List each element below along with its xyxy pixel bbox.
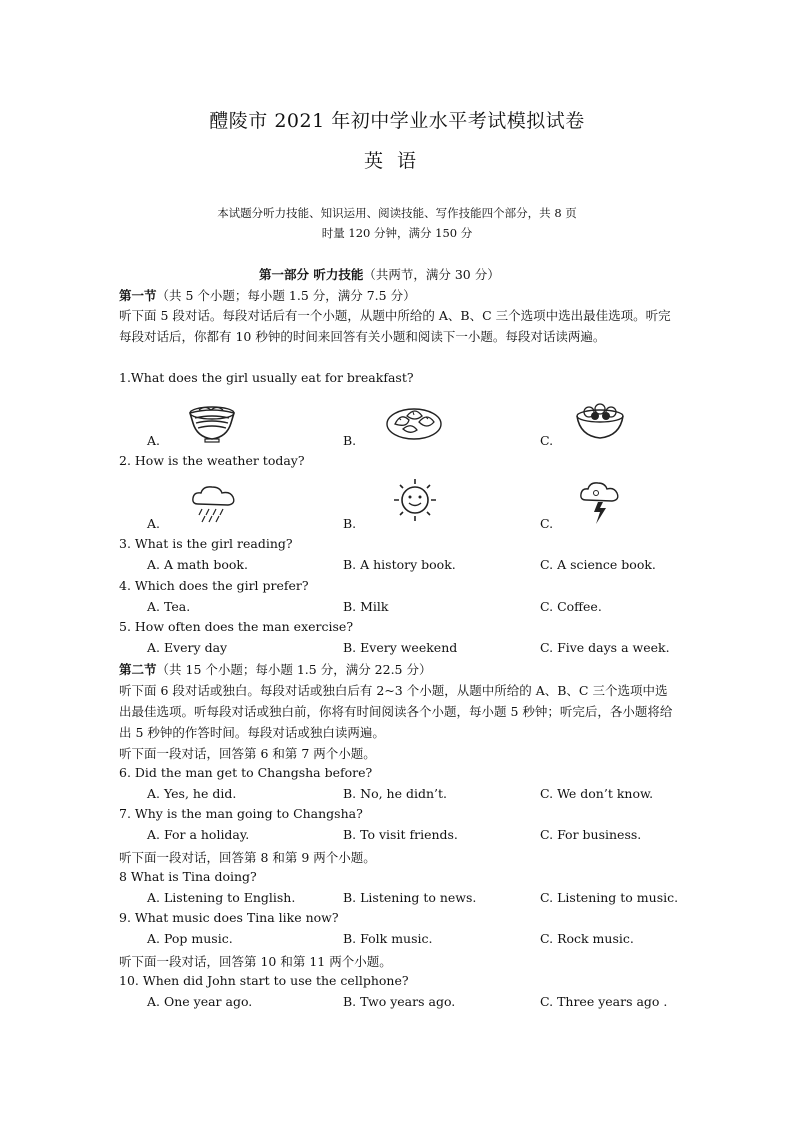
question-stem: 9. What music does Tina like now?: [119, 910, 339, 925]
option-a: A. Listening to English.: [147, 890, 296, 905]
question-stem: 6. Did the man get to Changsha before?: [119, 765, 373, 780]
option-a: A.: [147, 516, 161, 531]
exam-note-line1: 本试题分听力技能、知识运用、阅读技能、写作技能四个部分，共 8 页: [217, 206, 577, 220]
sun-icon: [391, 476, 439, 524]
section1-instructions: 听下面 5 段对话。每段对话后有一个小题，从题中所给的 A、B、C 三个选项中选出最佳选项。听完每段对话后，你都有 10 秒钟的时间来回答有关小题和阅读下一小题。每段对话读两遍。: [119, 308, 671, 344]
option-a: A. Yes, he did.: [147, 786, 237, 801]
thunderstorm-icon: [578, 480, 622, 526]
subject-title: 英语: [363, 150, 430, 172]
option-c: C. Three years ago .: [540, 994, 668, 1009]
question-stem: 10. When did John start to use the cellphone?: [119, 973, 409, 988]
option-a: A. One year ago.: [147, 994, 253, 1009]
dialogue-lead: 听下面一段对话，回答第 6 和第 7 两个小题。: [119, 746, 376, 761]
exam-note-line2: 时量 120 分钟，满分 150 分: [321, 226, 473, 240]
noodles-bowl-icon: [187, 399, 237, 443]
dialogue-lead: 听下面一段对话，回答第 8 和第 9 两个小题。: [119, 850, 376, 865]
section2-heading: [119, 660, 431, 678]
option-a: A. For a holiday.: [147, 827, 250, 842]
question-stem: 4. Which does the girl prefer?: [119, 578, 309, 593]
question-stem: 1.What does the girl usually eat for breakfast?: [119, 370, 414, 385]
option-c: C.: [540, 516, 554, 531]
option-b: B. Listening to news.: [343, 890, 477, 905]
option-c: C. Rock music.: [540, 931, 634, 946]
option-c: C. Coffee.: [540, 599, 602, 614]
option-b: B. No, he didn’t.: [343, 786, 447, 801]
option-c: C. A science book.: [540, 557, 656, 572]
section1-heading-rest: （共 5 个小题；每小题 1.5 分，满分 7.5 分）: [156, 288, 416, 303]
option-b: B. Every weekend: [343, 640, 458, 655]
section1-heading-bold: 第一节: [119, 288, 157, 303]
part1-heading: [259, 265, 500, 283]
option-b: B. Folk music.: [343, 931, 433, 946]
option-c: C.: [540, 433, 554, 448]
option-b: B. To visit friends.: [343, 827, 458, 842]
option-b: B.: [343, 433, 357, 448]
section1-heading: [119, 286, 416, 304]
option-a: A. A math book.: [147, 557, 248, 572]
section2-heading-bold: 第二节: [119, 662, 157, 677]
option-b: B. Two years ago.: [343, 994, 456, 1009]
dialogue-lead: 听下面一段对话，回答第 10 和第 11 两个小题。: [119, 954, 392, 969]
question-stem: 3. What is the girl reading?: [119, 536, 293, 551]
option-c: C. Listening to music.: [540, 890, 679, 905]
dumplings-plate-icon: [385, 402, 443, 442]
question-stem: 2. How is the weather today?: [119, 453, 305, 468]
part1-heading-rest: （共两节，满分 30 分）: [363, 267, 500, 282]
rice-balls-bowl-icon: [574, 402, 626, 442]
part1-heading-bold: 第一部分 听力技能: [259, 267, 364, 282]
option-b: B. A history book.: [343, 557, 456, 572]
option-c: C. Five days a week.: [540, 640, 670, 655]
question-stem: 7. Why is the man going to Changsha?: [119, 806, 363, 821]
option-b: B.: [343, 516, 357, 531]
option-c: C. We don’t know.: [540, 786, 654, 801]
option-a: A. Tea.: [147, 599, 191, 614]
option-b: B. Milk: [343, 599, 389, 614]
exam-title: 醴陵市 2021 年初中学业水平考试模拟试卷: [209, 110, 585, 132]
question-stem: 5. How often does the man exercise?: [119, 619, 354, 634]
option-a: A.: [147, 433, 161, 448]
option-a: A. Every day: [147, 640, 228, 655]
question-stem: 8 What is Tina doing?: [119, 869, 257, 884]
option-c: C. For business.: [540, 827, 642, 842]
option-a: A. Pop music.: [147, 931, 233, 946]
section2-heading-rest: （共 15 个小题；每小题 1.5 分，满分 22.5 分）: [156, 662, 432, 677]
rain-cloud-icon: [190, 484, 238, 526]
section2-instructions: 听下面 6 段对话或独白。每段对话或独白后有 2~3 个小题，从题中所给的 A、B、C 三个选项中选出最佳选项。听每段对话或独白前，你将有时间阅读各个小题，每小题 5 秒钟；听完后，各小题将给出 5 秒钟的作答时间。每段对话或独白读两遍。: [119, 683, 673, 740]
